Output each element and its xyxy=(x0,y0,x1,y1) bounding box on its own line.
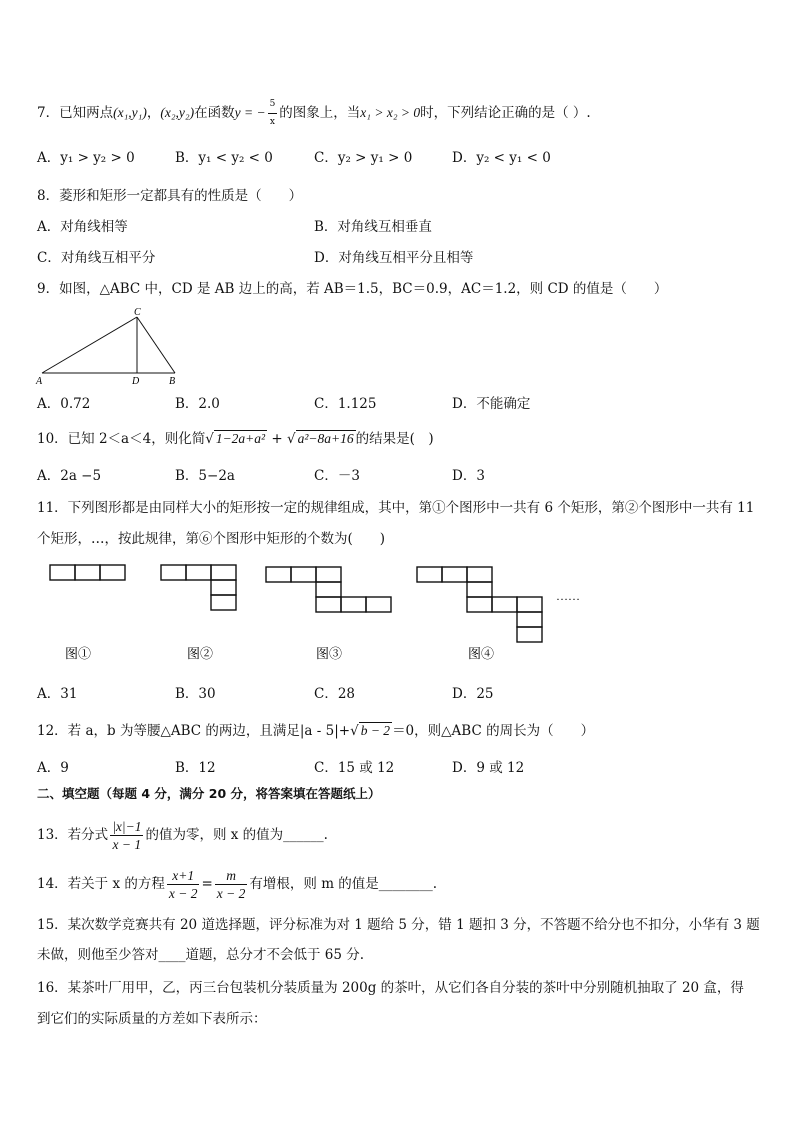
q10-stem: 10．已知 2＜a＜4，则化简√ 1−2a+a² + √ a²−8a+16 的结果是( ) xyxy=(37,431,434,447)
q10-option-a[interactable]: A．2a −5 xyxy=(37,468,102,484)
q7-option-c[interactable]: C．y₂ > y₁ > 0 xyxy=(314,150,413,166)
q9-option-c[interactable]: C．1.125 xyxy=(314,396,377,412)
q10-option-d[interactable]: D．3 xyxy=(452,468,485,484)
label-c: C xyxy=(134,307,141,318)
q10-option-b[interactable]: B．5−2a xyxy=(175,468,235,484)
q9-option-b[interactable]: B．2.0 xyxy=(175,396,220,412)
label-b: B xyxy=(169,376,176,387)
label-a: A xyxy=(36,376,43,387)
q7-option-d[interactable]: D．y₂ < y₁ < 0 xyxy=(452,150,551,166)
q9-option-a[interactable]: A．0.72 xyxy=(37,396,91,412)
figure-label-4: 图④ xyxy=(468,646,495,661)
q13-stem: 13．若分式 $\frac{|x|-1}{x - 1}$ 的值为零，则 x 的值为______. xyxy=(37,819,328,852)
q9-stem: 9．如图，△ABC 中，CD 是 AB 边上的高，若 AB＝1.5，BC＝0.9，AC＝1.2，则 CD 的值是（ ） xyxy=(37,281,668,297)
q15-line2: 未做，则他至少答对____道题，总分才不会低于 65 分. xyxy=(37,947,365,963)
q11-option-a[interactable]: A．31 xyxy=(37,686,78,702)
q12-option-d[interactable]: D．9 或 12 xyxy=(452,760,525,776)
q8-option-d[interactable]: D．对角线互相平分且相等 xyxy=(314,250,474,266)
ellipsis: …… xyxy=(556,589,580,603)
q12-option-c[interactable]: C．15 或 12 xyxy=(314,760,395,776)
q8-option-c[interactable]: C．对角线互相平分 xyxy=(37,250,156,266)
q8-option-b[interactable]: B．对角线互相垂直 xyxy=(314,219,432,235)
figure-label-1: 图① xyxy=(65,646,92,661)
q11-stem-line2: 个矩形，…，按此规律，第⑥个图形中矩形的个数为( ) xyxy=(37,531,386,547)
q11-pattern-figures xyxy=(40,560,600,670)
q12-stem: 12．若 a，b 为等腰△ABC 的两边，且满足|a - 5|+√ b − 2 ＝0，则△ABC 的周长为（ ） xyxy=(37,723,595,739)
q12-option-a[interactable]: A．9 xyxy=(37,760,69,776)
q9-triangle-figure xyxy=(30,303,190,389)
figure-label-2: 图② xyxy=(187,646,214,661)
q9-option-d[interactable]: D．不能确定 xyxy=(452,396,531,412)
q7-option-b[interactable]: B．y₁ < y₂ < 0 xyxy=(175,150,273,166)
q11-option-d[interactable]: D．25 xyxy=(452,686,494,702)
q11-option-c[interactable]: C．28 xyxy=(314,686,356,702)
q8-stem: 8．菱形和矩形一定都具有的性质是（ ） xyxy=(37,188,303,204)
label-d: D xyxy=(132,376,140,387)
q16-line1: 16．某茶叶厂用甲，乙，丙三台包装机分装质量为 200g 的茶叶，从它们各自分装的茶叶中分别随机抽取了 20 盒，得 xyxy=(37,980,744,996)
section-heading-fill-in: 二、填空题（每题 4 分，满分 20 分，将答案填在答题纸上） xyxy=(37,786,381,801)
figure-label-3: 图③ xyxy=(316,646,343,661)
q8-option-a[interactable]: A．对角线相等 xyxy=(37,219,128,235)
q7-option-a[interactable]: A．y₁ > y₂ > 0 xyxy=(37,150,135,166)
q14-stem: 14．若关于 x 的方程 $\frac{x+1}{x - 2}$ = $\frac{m}{x - 2}$ 有增根，则 m 的值是________. xyxy=(37,868,438,901)
q11-stem-line1: 11．下列图形都是由同样大小的矩形按一定的规律组成，其中，第①个图形中一共有 6 个矩形，第②个图形中一共有 11 xyxy=(37,500,755,516)
q7-stem: 7．已知两点(x₁,y₁)，(x₂,y₂)在函数y = − $\frac{5}{x}$ 的图象上，当x₁ > x₂ > 0时，下列结论正确的是（ ）. xyxy=(37,96,591,131)
q12-option-b[interactable]: B．12 xyxy=(175,760,216,776)
q16-line2: 到它们的实际质量的方差如下表所示： xyxy=(37,1011,267,1027)
q11-option-b[interactable]: B．30 xyxy=(175,686,216,702)
q10-option-c[interactable]: C．－3 xyxy=(314,468,360,484)
q15-line1: 15．某次数学竞赛共有 20 道选择题，评分标准为对 1 题给 5 分，错 1 题扣 3 分，不答题不给分也不扣分，小华有 3 题 xyxy=(37,917,760,933)
